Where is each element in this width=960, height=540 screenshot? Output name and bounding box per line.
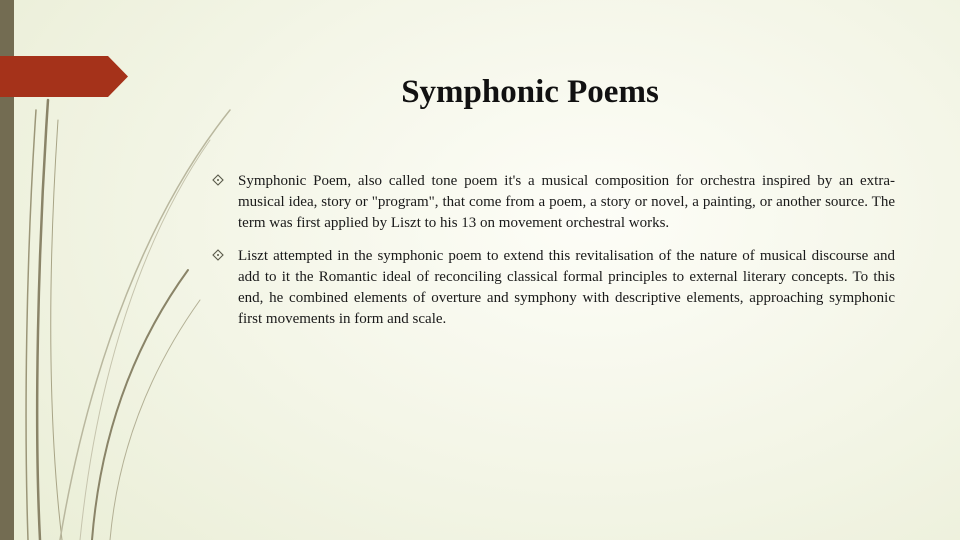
bullet-item — [212, 246, 895, 330]
bullet-item — [212, 171, 895, 234]
diamond-outline-icon — [212, 174, 224, 186]
bullet-list — [212, 171, 895, 342]
bullet-text: Liszt attempted in the symphonic poem to extend this revitalisation of the nature of musical discourse and add to it the Romantic ideal of reconciling classical formal principles to external literary concepts. To this end, he combined elements of overture and symphony with descriptive elements, approaching symphonic first movements in form and scale. — [238, 248, 895, 327]
diamond-outline-icon — [212, 249, 224, 261]
title-accent-tab — [0, 56, 128, 97]
slide-title: Symphonic Poems — [401, 74, 659, 110]
bullet-text: Symphonic Poem, also called tone poem it's a musical composition for orchestra inspired by an extra-musical idea, story or "program", that come from a poem, a story or novel, a painting, or another source. The term was first applied by Liszt to his 13 on movement orchestral works. — [238, 173, 895, 231]
